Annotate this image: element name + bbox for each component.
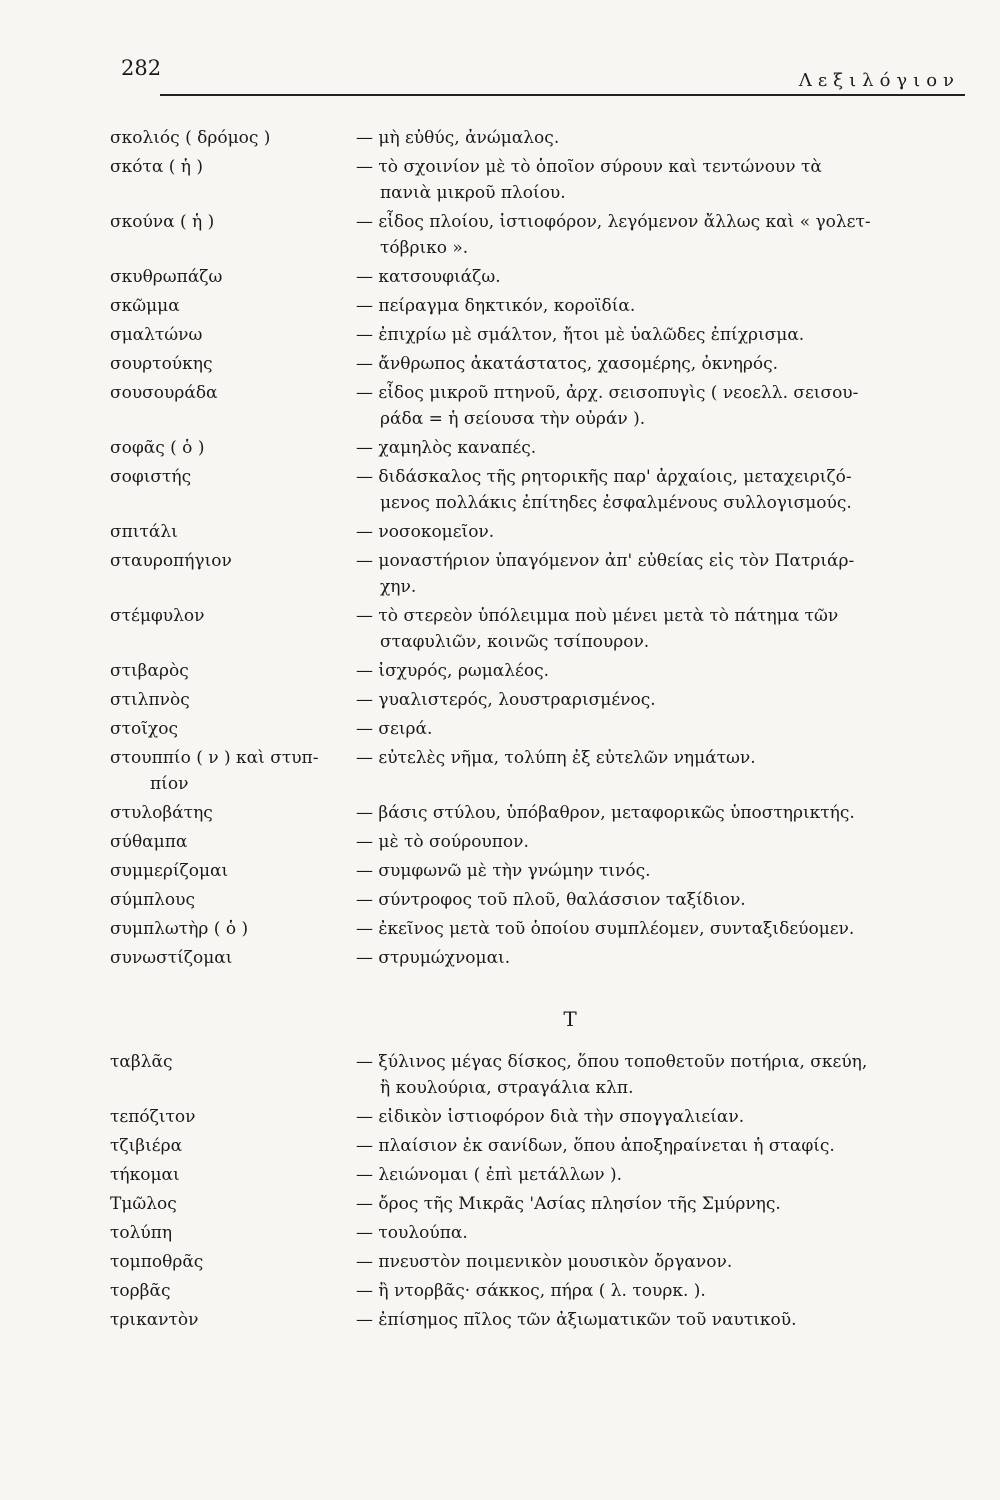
entry-definition [350,1278,970,1304]
entry-term-text: στοῖχος [110,719,178,739]
entry-term-text: σκότα ( ἡ ) [110,157,204,177]
definition-line: — σειρά. [356,719,433,739]
glossary-entry [110,464,970,516]
definition-line: — χαμηλὸς καναπές. [356,438,537,458]
entry-term [110,1278,350,1304]
entry-term [110,1249,350,1275]
entry-term [110,209,350,261]
definition-line: — ἢ ντορβᾶς· σάκκος, πήρα ( λ. τουρκ. ). [356,1281,706,1301]
definition-line: σταφυλιῶν, κοινῶς τσίπουρον. [380,632,650,652]
definition-line: — ἐπίσημος πῖλος τῶν ἀξιωματικῶν τοῦ ναυτικοῦ. [356,1310,797,1330]
definition-line: μενος πολλάκις ἐπίτηδες ἐσφαλμένους συλλογισμούς. [380,493,852,513]
definition-line: — νοσοκομεῖον. [356,522,495,542]
entry-term [110,1049,350,1101]
entry-term [110,945,350,971]
glossary-entry [110,1307,970,1333]
glossary-entry [110,264,970,290]
entry-term-text: σκολιός ( δρόμος ) [110,128,271,148]
glossary-entry [110,1249,970,1275]
entry-definition [350,1104,970,1130]
entry-term-text: σκούνα ( ἡ ) [110,212,215,232]
definition-line: — ἐκεῖνος μετὰ τοῦ ὁποίου συμπλέομεν, συνταξιδεύομεν. [356,919,855,939]
glossary-entry [110,1278,970,1304]
entry-term [110,916,350,942]
entry-definition [350,351,970,377]
definition-line: — βάσις στύλου, ὑπόβαθρον, μεταφορικῶς ὑποστηρικτής. [356,803,855,823]
entry-definition [350,1162,970,1188]
entry-definition [350,887,970,913]
entry-definition [350,1049,970,1101]
entry-definition [350,658,970,684]
entry-definition [350,1307,970,1333]
entry-definition [350,603,970,655]
definition-line: — τὸ σχοινίον μὲ τὸ ὁποῖον σύρουν καὶ τεντώνουν τὰ [356,157,822,177]
definition-line: πανιὰ μικροῦ πλοίου. [380,183,566,203]
entry-term-text: σταυροπήγιον [110,551,232,571]
glossary-entry [110,435,970,461]
section-letter: Τ [563,1007,577,1031]
definition-line: — μὲ τὸ σούρουπον. [356,832,529,852]
glossary-entry [110,687,970,713]
entry-definition [350,548,970,600]
definition-line: — τουλούπα. [356,1223,468,1243]
entry-term-text: σοφιστής [110,467,192,487]
entry-term [110,322,350,348]
entry-term-text: σκῶμμα [110,296,180,316]
entry-term-text: σμαλτώνω [110,325,203,345]
entry-term [110,125,350,151]
definition-line: — πλαίσιον ἐκ σανίδων, ὅπου ἀποξηραίνεται ἡ σταφίς. [356,1136,835,1156]
entry-term [110,603,350,655]
glossary-entry [110,351,970,377]
entry-term-text: στιβαρὸς [110,661,189,681]
header-rule [160,94,965,96]
definition-line: — εὐτελὲς νῆμα, τολύπη ἐξ εὐτελῶν νημάτων. [356,748,756,768]
entry-term [110,1191,350,1217]
entry-term [110,293,350,319]
entry-definition [350,322,970,348]
glossary-entry [110,887,970,913]
entry-definition [350,745,970,797]
entry-term-continuation: πίον [150,774,189,794]
entry-term [110,519,350,545]
glossary-entry [110,209,970,261]
definition-line: — ἐπιχρίω μὲ σμάλτον, ἤτοι μὲ ὑαλῶδες ἐπίχρισμα. [356,325,805,345]
page-number: 282 [121,56,162,80]
entry-term-text: σουρτούκης [110,354,213,374]
entry-definition [350,800,970,826]
entry-definition [350,716,970,742]
definition-line: — εἰδικὸν ἱστιοφόρον διὰ τὴν σπογγαλιείαν. [356,1107,745,1127]
entry-term-text: τολύπη [110,1223,173,1243]
entry-definition [350,464,970,516]
entry-term-text: σοφᾶς ( ὁ ) [110,438,205,458]
definition-line: — μὴ εὐθύς, ἀνώμαλος. [356,128,560,148]
entry-definition [350,293,970,319]
entry-term-text: ταβλᾶς [110,1052,173,1072]
entry-term [110,716,350,742]
entry-definition [350,125,970,151]
entry-definition [350,829,970,855]
entry-term [110,745,350,797]
glossary-entry [110,1162,970,1188]
entry-term-text: τήκομαι [110,1165,180,1185]
glossary-entry [110,1049,970,1101]
entry-term [110,1307,350,1333]
entry-term-text: στέμφυλον [110,606,205,626]
glossary-entry [110,548,970,600]
glossary-entry [110,829,970,855]
definition-line: ράδα = ἡ σείουσα τὴν οὐράν ). [380,409,646,429]
entry-term-text: στυλοβάτης [110,803,213,823]
glossary-entry [110,1220,970,1246]
glossary-entry [110,658,970,684]
entry-definition [350,519,970,545]
entry-term [110,687,350,713]
definition-line: — σύντροφος τοῦ πλοῦ, θαλάσσιον ταξίδιον. [356,890,746,910]
entry-definition [350,945,970,971]
definition-line: — τὸ στερεὸν ὑπόλειμμα ποὺ μένει μετὰ τὸ πάτημα τῶν [356,606,839,626]
entry-definition [350,687,970,713]
entry-term-text: τζιβιέρα [110,1136,183,1156]
definition-line: — πείραγμα δηκτικόν, κοροϊδία. [356,296,636,316]
entry-term-text: συμπλωτὴρ ( ὁ ) [110,919,249,939]
entry-term-text: τρικαντὸν [110,1310,199,1330]
glossary-entry [110,1133,970,1159]
glossary-entry [110,603,970,655]
entry-term [110,464,350,516]
entry-definition [350,858,970,884]
definition-line: — διδάσκαλος τῆς ρητορικῆς παρ' ἀρχαίοις, μεταχειριζό- [356,467,852,487]
entry-term-text: τορβᾶς [110,1281,171,1301]
entry-definition [350,1191,970,1217]
entry-term-text: συνωστίζομαι [110,948,233,968]
entry-term [110,380,350,432]
entry-term [110,351,350,377]
entry-term [110,858,350,884]
glossary-entry [110,322,970,348]
glossary-entry [110,716,970,742]
definition-line: χην. [380,577,417,597]
entry-term [110,548,350,600]
definition-line: — γυαλιστερός, λουστραρισμένος. [356,690,656,710]
entry-term-text: σουσουράδα [110,383,218,403]
entry-term [110,887,350,913]
definition-line: — ἄνθρωπος ἀκατάστατος, χασομέρης, ὀκνηρός. [356,354,779,374]
entry-definition [350,1249,970,1275]
definition-line: — στρυμώχνομαι. [356,948,511,968]
glossary-entry [110,858,970,884]
entry-definition [350,1133,970,1159]
entry-definition [350,1220,970,1246]
entry-term [110,658,350,684]
entry-definition [350,380,970,432]
entry-term [110,1220,350,1246]
definition-line: — εἶδος πλοίου, ἱστιοφόρον, λεγόμενον ἄλλως καὶ « γολετ- [356,212,871,232]
entry-term-text: σπιτάλι [110,522,178,542]
entry-definition [350,264,970,290]
definition-line: — κατσουφιάζω. [356,267,501,287]
entry-term-text: στιλπνὸς [110,690,190,710]
entry-term-text: Τμῶλος [110,1194,177,1214]
entries-s [110,125,970,971]
entry-term-text: σύθαμπα [110,832,188,852]
entries-t [110,1049,970,1333]
glossary-entry [110,1191,970,1217]
entry-term-text: σκυθρωπάζω [110,267,223,287]
entry-term-text: τομποθρᾶς [110,1252,204,1272]
glossary-entry [110,916,970,942]
definition-line: — λειώνομαι ( ἐπὶ μετάλλων ). [356,1165,623,1185]
entry-definition [350,209,970,261]
entry-term [110,264,350,290]
definition-line: ἢ κουλούρια, στραγάλια κλπ. [380,1078,634,1098]
definition-line: — μοναστήριον ὑπαγόμενον ἀπ' εὐθείας εἰς τὸν Πατριάρ- [356,551,855,571]
entry-term [110,154,350,206]
entry-definition [350,154,970,206]
glossary-entry [110,125,970,151]
definition-line: — συμφωνῶ μὲ τὴν γνώμην τινός. [356,861,651,881]
glossary-entry [110,380,970,432]
entry-term [110,1162,350,1188]
entry-term-text: συμμερίζομαι [110,861,229,881]
entry-term-text: στουππίο ( ν ) καὶ στυπ- [110,748,319,768]
entry-term [110,435,350,461]
glossary-entry [110,154,970,206]
entry-definition [350,435,970,461]
entry-term [110,829,350,855]
definition-line: — ξύλινος μέγας δίσκος, ὅπου τοποθετοῦν ποτήρια, σκεύη, [356,1052,868,1072]
entry-term-text: τεπόζιτον [110,1107,196,1127]
entry-term [110,1104,350,1130]
glossary-entries [110,125,970,1336]
glossary-entry [110,945,970,971]
definition-line: — εἶδος μικροῦ πτηνοῦ, ἀρχ. σεισοπυγὶς ( νεοελλ. σεισου- [356,383,859,403]
entry-term [110,800,350,826]
glossary-entry [110,293,970,319]
definition-line: τόβρικο ». [380,238,469,258]
glossary-entry [110,519,970,545]
entry-term [110,1133,350,1159]
running-title: Λεξιλόγιον [798,70,960,91]
glossary-entry [110,745,970,797]
definition-line: — ὄρος τῆς Μικρᾶς 'Ασίας πλησίον τῆς Σμύρνης. [356,1194,781,1214]
entry-term-text: σύμπλους [110,890,196,910]
glossary-entry [110,800,970,826]
definition-line: — ἰσχυρός, ρωμαλέος. [356,661,549,681]
glossary-entry [110,1104,970,1130]
definition-line: — πνευστὸν ποιμενικὸν μουσικὸν ὄργανον. [356,1252,733,1272]
entry-definition [350,916,970,942]
